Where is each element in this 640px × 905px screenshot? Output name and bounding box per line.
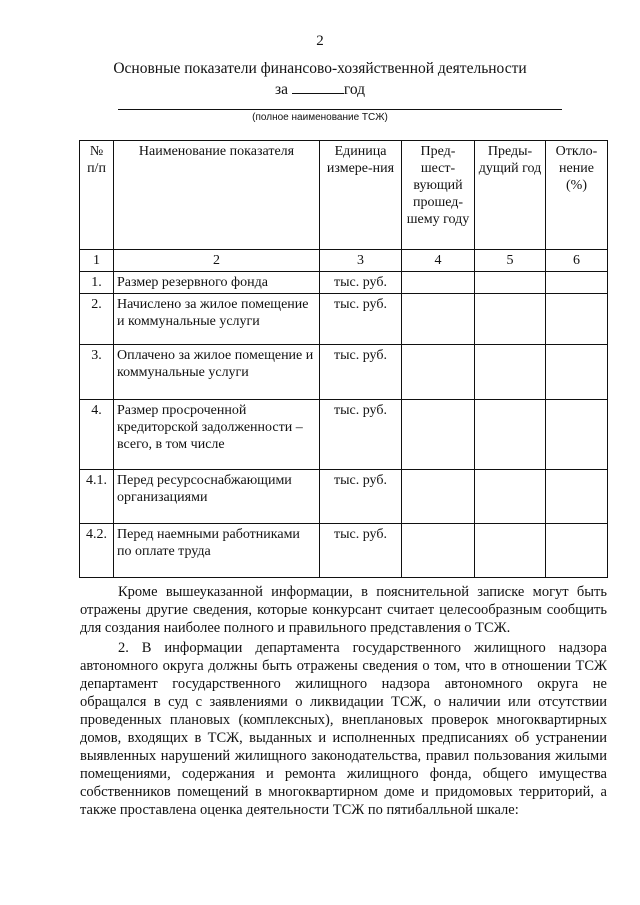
table-header-row xyxy=(80,141,608,250)
indicator-name: Перед ресурсоснабжающими организациями xyxy=(114,470,320,524)
row-number: 2. xyxy=(80,294,114,345)
column-number-row xyxy=(80,250,608,272)
title-suffix: год xyxy=(343,81,366,98)
column-number: 4 xyxy=(402,250,475,272)
value-cell[interactable] xyxy=(546,524,608,578)
table-row xyxy=(80,400,608,470)
value-cell[interactable] xyxy=(402,294,475,345)
row-number: 1. xyxy=(80,272,114,294)
indicator-unit: тыс. руб. xyxy=(320,294,402,345)
header-cell: Откло-нение (%) xyxy=(546,141,608,250)
value-cell[interactable] xyxy=(475,345,546,400)
note-paragraph xyxy=(80,583,607,637)
inspection-paragraph-text: 2. В информации департамента государственного жилищного надзора автономного округа должны быть отражены сведения о том, что в отношении ТСЖ департамент государственного жилищного надзора автономного округа не обращался в суд с заявлениями о ликвидации ТСЖ, о наличии или отсутствии проведенных плановых (комплексных), внеплановых проверок многоквартирных домов, входящих в ТСЖ, выданных и исполненных предписаниях об устранении выявленных нарушений жилищного законодательства, правил пользования жилыми помещениями, содержания и ремонта жилищного фонда, общего имущества собственников помещений в многоквартирном доме и придомовых территорий, а также проставлена оценка деятельности ТСЖ по пятибалльной шкале: xyxy=(80,640,607,818)
table-row xyxy=(80,524,608,578)
column-number: 2 xyxy=(114,250,320,272)
document-title: Основные показатели финансово-хозяйственной деятельности xyxy=(113,60,527,77)
header-cell: № п/п xyxy=(80,141,114,250)
value-cell[interactable] xyxy=(546,470,608,524)
indicator-unit: тыс. руб. xyxy=(320,470,402,524)
value-cell[interactable] xyxy=(475,470,546,524)
table-row xyxy=(80,294,608,345)
row-number: 4.1. xyxy=(80,470,114,524)
value-cell[interactable] xyxy=(402,272,475,294)
header-cell: Единица измере-ния xyxy=(320,141,402,250)
value-cell[interactable] xyxy=(546,294,608,345)
name-caption: (полное наименование ТСЖ) xyxy=(252,112,388,123)
column-number: 3 xyxy=(320,250,402,272)
row-number: 4.2. xyxy=(80,524,114,578)
title-period-line xyxy=(0,79,640,99)
table-row xyxy=(80,272,608,294)
year-blank-field xyxy=(292,79,344,94)
note-paragraph-text: Кроме вышеуказанной информации, в пояснительной записке могут быть отражены другие сведения, которые конкурсант считает целесообразным сообщить для создания наиболее полного и правильного представления о ТСЖ. xyxy=(80,584,607,636)
indicator-unit: тыс. руб. xyxy=(320,400,402,470)
indicator-name: Перед наемными работниками по оплате труда xyxy=(114,524,320,578)
value-cell[interactable] xyxy=(546,400,608,470)
value-cell[interactable] xyxy=(402,524,475,578)
header-cell: Пред-шест-вующий прошед-шему году xyxy=(402,141,475,250)
name-fill-line xyxy=(118,109,562,110)
value-cell[interactable] xyxy=(475,400,546,470)
indicator-unit: тыс. руб. xyxy=(320,272,402,294)
title-prefix: за xyxy=(274,81,288,98)
value-cell[interactable] xyxy=(475,524,546,578)
column-number: 1 xyxy=(80,250,114,272)
value-cell[interactable] xyxy=(546,345,608,400)
value-cell[interactable] xyxy=(475,272,546,294)
inspection-paragraph xyxy=(80,639,607,819)
indicators-table xyxy=(79,140,608,578)
row-number: 4. xyxy=(80,400,114,470)
table-row xyxy=(80,470,608,524)
indicator-name: Размер резервного фонда xyxy=(114,272,320,294)
column-number: 5 xyxy=(475,250,546,272)
value-cell[interactable] xyxy=(402,470,475,524)
value-cell[interactable] xyxy=(475,294,546,345)
header-cell: Наименование показателя xyxy=(114,141,320,250)
table-row xyxy=(80,345,608,400)
row-number: 3. xyxy=(80,345,114,400)
indicator-name: Размер просроченной кредиторской задолженности – всего, в том числе xyxy=(114,400,320,470)
indicator-name: Начислено за жилое помещение и коммунальные услуги xyxy=(114,294,320,345)
indicator-unit: тыс. руб. xyxy=(320,345,402,400)
indicator-unit: тыс. руб. xyxy=(320,524,402,578)
value-cell[interactable] xyxy=(402,400,475,470)
header-cell: Преды-дущий год xyxy=(475,141,546,250)
column-number: 6 xyxy=(546,250,608,272)
value-cell[interactable] xyxy=(546,272,608,294)
indicator-name: Оплачено за жилое помещение и коммунальные услуги xyxy=(114,345,320,400)
value-cell[interactable] xyxy=(402,345,475,400)
page-number: 2 xyxy=(316,33,324,49)
